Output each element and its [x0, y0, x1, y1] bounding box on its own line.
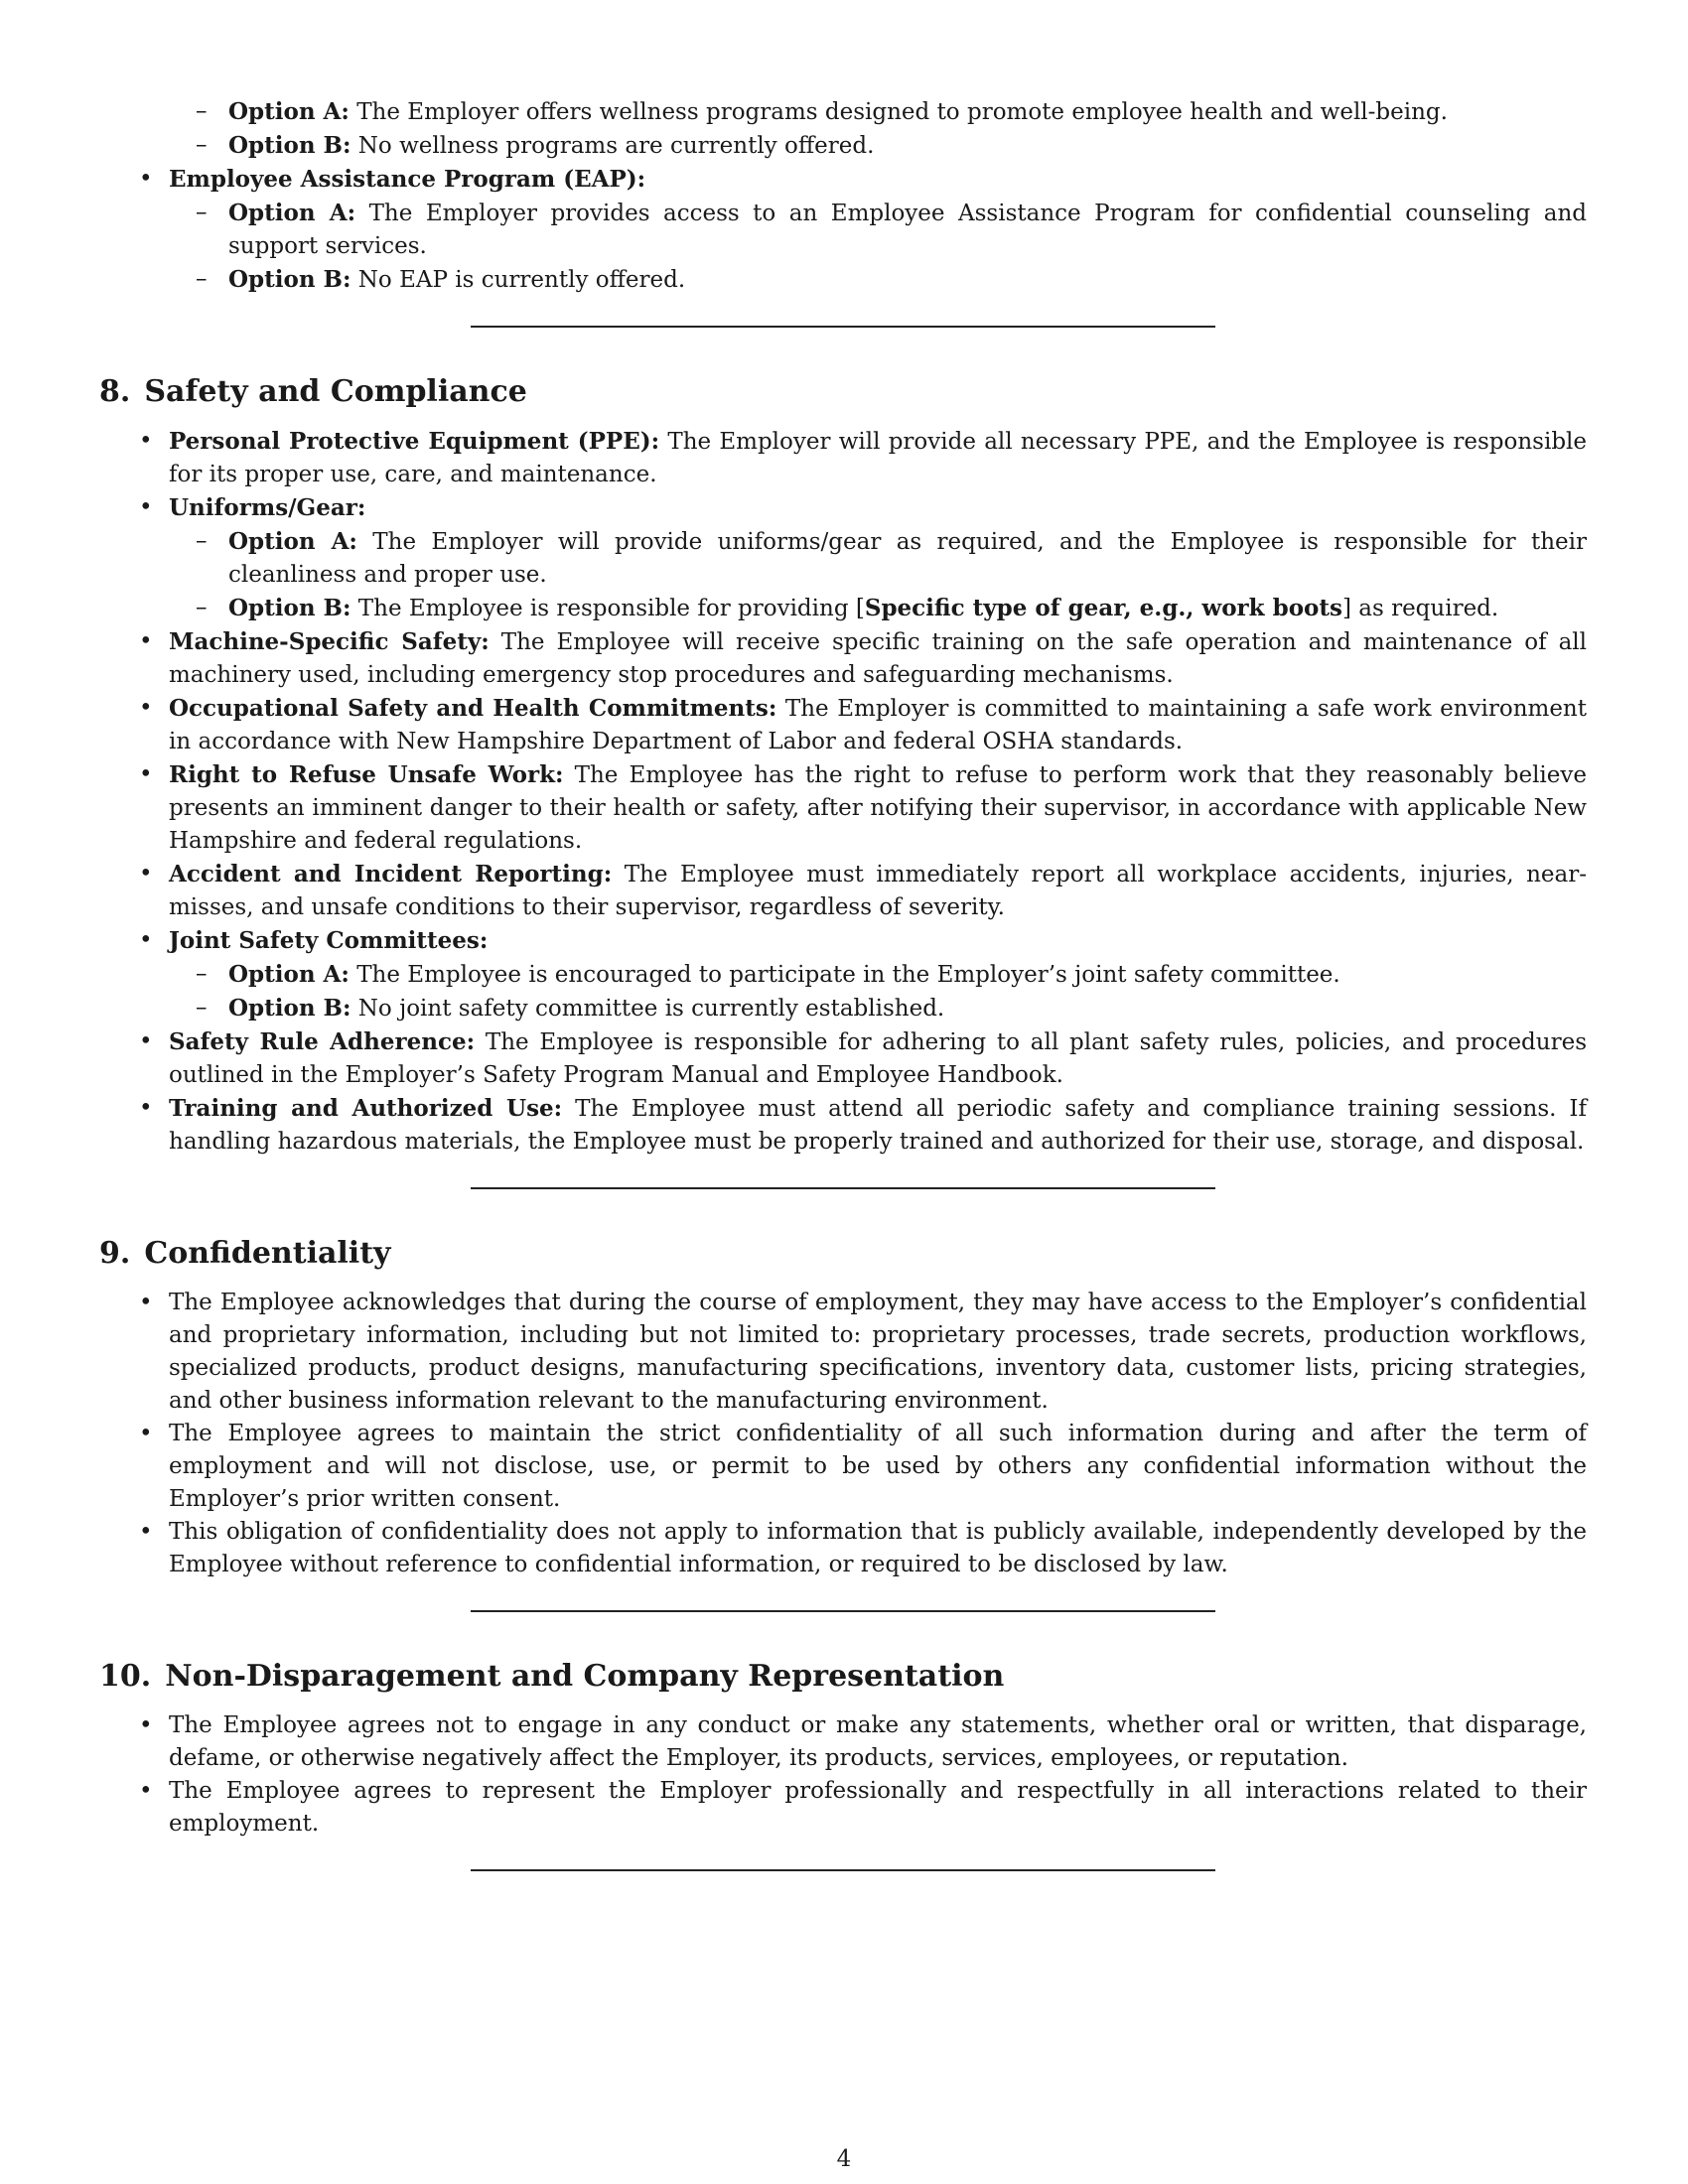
- committees-options-list: [169, 958, 1587, 1025]
- option-text: The Employer will provide uniforms/gear as required, and the Employee is responsible for their cleanliness and proper use.: [228, 529, 1588, 588]
- list-item: [228, 958, 1587, 992]
- item-text: The Employer is committed to maintaining a safe work environment in accordance with New Hampshire Department of Labor and federal OSHA standards.: [169, 696, 1587, 754]
- section-heading-8: [99, 373, 1587, 411]
- option-label: Option A:: [228, 528, 357, 555]
- section-number: 10.: [99, 1659, 152, 1694]
- option-label: Option A:: [228, 961, 350, 988]
- item-label: Employee Assistance Program (EAP):: [169, 166, 646, 193]
- list-item: [169, 491, 1587, 625]
- item-text: The Employee will receive specific training on the safe operation and maintenance of all machinery used, including emergency stop procedures and safeguarding mechanisms.: [169, 629, 1588, 688]
- item-label: Accident and Incident Reporting:: [169, 861, 613, 887]
- uniforms-options-list: [169, 525, 1587, 625]
- list-item: [169, 1092, 1587, 1159]
- section-divider: [471, 1869, 1215, 1871]
- item-label: Right to Refuse Unsafe Work:: [169, 761, 564, 788]
- wellness-continuation: [169, 95, 1587, 163]
- placeholder-text: Specific type of gear, e.g., work boots: [864, 595, 1342, 621]
- confidentiality-list: [99, 1287, 1587, 1581]
- option-text: No joint safety committee is currently established.: [357, 996, 945, 1022]
- item-label: Safety Rule Adherence:: [169, 1028, 476, 1055]
- option-label: Option B:: [228, 995, 352, 1022]
- page-number: 4: [836, 2146, 852, 2172]
- list-item: [228, 992, 1587, 1025]
- section-heading-10: [99, 1658, 1587, 1696]
- option-text: The Employer offers wellness programs designed to promote employee health and well-being.: [356, 99, 1448, 125]
- list-item: • The Employee agrees to represent the Employer professionally and respectfully in all interactions related to their employment.: [169, 1775, 1587, 1841]
- option-label: Option B:: [228, 595, 352, 621]
- option-label: Option A:: [228, 98, 350, 125]
- list-item: [169, 758, 1587, 858]
- section-title: Confidentiality: [144, 1236, 391, 1271]
- item-text: The Employer will provide all necessary PPE, and the Employee is responsible for its proper use, care, and maintenance.: [169, 429, 1588, 487]
- safety-list: [99, 425, 1587, 1159]
- item-label: Personal Protective Equipment (PPE):: [169, 428, 660, 455]
- list-item: [169, 425, 1587, 491]
- item-text: The Employee must immediately report all workplace accidents, injuries, near-misses, and unsafe conditions to their supervisor, regardless of severity.: [169, 862, 1587, 920]
- item-text: The Employee must attend all periodic safety and compliance training sessions. If handling hazardous materials, the Employee must be properly trained and authorized for their use, storage, and disposal.: [169, 1096, 1587, 1155]
- section-heading-9: [99, 1235, 1587, 1273]
- option-label: Option B:: [228, 266, 352, 293]
- eap-options-list: [169, 197, 1587, 297]
- list-item: [228, 197, 1587, 263]
- option-text: No EAP is currently offered.: [357, 267, 686, 293]
- section-number: 9.: [99, 1236, 131, 1271]
- option-text: No wellness programs are currently offered.: [357, 133, 875, 159]
- list-item: [228, 95, 1587, 129]
- non-disparagement-list: [99, 1709, 1587, 1841]
- item-label: Training and Authorized Use:: [169, 1095, 563, 1122]
- item-label: Joint Safety Committees:: [169, 927, 489, 954]
- wellness-options-list: [169, 95, 1587, 163]
- list-item: [228, 129, 1587, 163]
- list-item: [169, 924, 1587, 1025]
- list-item: [169, 1025, 1587, 1092]
- list-item: • The Employee agrees to maintain the strict confidentiality of all such information during and after the term of employment and will not disclose, use, or permit to be used by others any confidential information without the Employer’s prior written consent.: [169, 1418, 1587, 1516]
- option-text: ] as required.: [1341, 596, 1499, 621]
- continued-benefits-list: [99, 95, 1587, 297]
- list-item-eap: [169, 163, 1587, 297]
- section-title: Safety and Compliance: [144, 374, 527, 409]
- item-label: Occupational Safety and Health Commitments:: [169, 695, 777, 722]
- list-item: [228, 592, 1587, 625]
- list-item: • The Employee agrees not to engage in any conduct or make any statements, whether oral or written, that disparage, defame, or otherwise negatively affect the Employer, its products, services, employees, or reputation.: [169, 1709, 1587, 1775]
- item-label: Machine-Specific Safety:: [169, 628, 490, 655]
- option-text: The Employee is responsible for providing [: [357, 596, 865, 621]
- list-item: [228, 525, 1587, 592]
- list-item: [169, 625, 1587, 692]
- list-item: • This obligation of confidentiality does not apply to information that is publicly available, independently developed by the Employee without reference to confidential information, or required to be disclosed by law.: [169, 1516, 1587, 1581]
- list-item: • The Employee acknowledges that during the course of employment, they may have access to the Employer’s confidential and proprietary information, including but not limited to: proprietary processes, trade secrets, production workflows, specialized products, product designs, manufacturing specifications, inventory data, customer lists, pricing strategies, and other business information relevant to the manufacturing environment.: [169, 1287, 1587, 1418]
- list-item: [169, 692, 1587, 758]
- option-text: The Employee is encouraged to participate in the Employer’s joint safety committee.: [356, 962, 1340, 988]
- item-text: The Employee has the right to refuse to perform work that they reasonably believe presents an imminent danger to their health or safety, after notifying their supervisor, in accordance with applicable New Hampshire and federal regulations.: [169, 762, 1588, 854]
- section-title: Non-Disparagement and Company Representation: [165, 1659, 1005, 1694]
- document-page: [99, 95, 1587, 1871]
- list-item: [228, 263, 1587, 297]
- section-number: 8.: [99, 374, 131, 409]
- list-item: [169, 858, 1587, 924]
- option-label: Option B:: [228, 132, 352, 159]
- item-text: The Employee is responsible for adhering to all plant safety rules, policies, and procedures outlined in the Employer’s Safety Program Manual and Employee Handbook.: [169, 1029, 1588, 1088]
- option-label: Option A:: [228, 200, 356, 226]
- option-text: The Employer provides access to an Employee Assistance Program for confidential counseling and support services.: [228, 201, 1587, 259]
- item-label: Uniforms/Gear:: [169, 494, 366, 521]
